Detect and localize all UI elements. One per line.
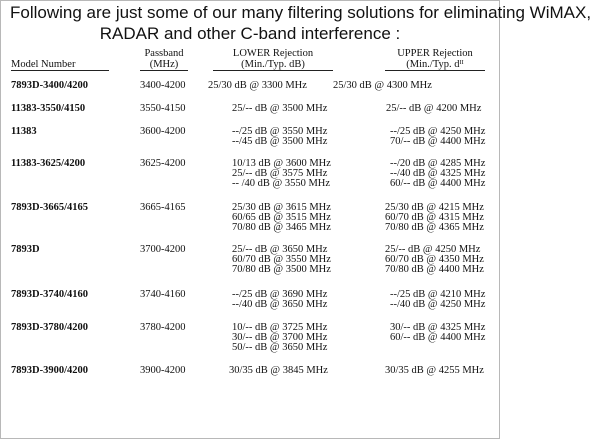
upper-rejection-cell [386,104,481,114]
lower-rejection-line: -- /40 dB @ 3550 MHz [232,178,331,190]
header-passband-underline [140,70,188,71]
passband-value: 3665-4165 [140,202,186,213]
lower-rejection-line: 60/70 dB @ 3550 MHz [232,254,331,266]
lower-rejection-cell [232,245,331,276]
header-passband-line-1: Passband [144,48,184,59]
lower-rejection-line: 25/30 dB @ 3300 MHz [208,80,307,91]
upper-rejection-line: 60/-- dB @ 4400 MHz [390,178,486,190]
title-line-2: RADAR and other C-band interference : [99,24,401,43]
lower-rejection-cell [208,81,307,91]
model-number: 7893D-3740/4160 [11,289,88,300]
model-number: 7893D-3665/4165 [11,202,88,213]
page-title [10,2,591,44]
upper-rejection-cell [385,245,484,276]
upper-rejection-cell [385,203,484,234]
passband-value: 3780-4200 [140,322,186,333]
lower-rejection-line: 25/30 dB @ 3615 MHz [232,202,331,213]
upper-rejection-line: 30/35 dB @ 4255 MHz [385,365,484,376]
header-passband [140,48,188,70]
upper-rejection-line: 60/70 dB @ 4315 MHz [385,212,484,224]
upper-rejection-line: 70/-- dB @ 4400 MHz [390,136,486,148]
passband-value: 3550-4150 [140,103,186,114]
model-number: 7893D-3900/4200 [11,365,88,376]
upper-rejection-line: --/25 dB @ 4250 MHz [390,126,486,137]
passband-value: 3700-4200 [140,244,186,255]
lower-rejection-line: --/25 dB @ 3690 MHz [232,289,328,300]
upper-rejection-line: 70/80 dB @ 4400 MHz [385,264,484,276]
lower-rejection-line: 60/65 dB @ 3515 MHz [232,212,331,224]
lower-rejection-line: 30/-- dB @ 3700 MHz [232,332,328,344]
header-upper-rejection [385,48,485,70]
lower-rejection-line: 25/-- dB @ 3650 MHz [232,244,328,255]
passband-value: 3400-4200 [140,80,186,91]
header-upper-underline [385,70,485,71]
lower-rejection-line: 50/-- dB @ 3650 MHz [232,342,328,354]
upper-rejection-line: --/25 dB @ 4210 MHz [390,289,486,300]
lower-rejection-cell [229,366,328,376]
upper-rejection-line: 25/-- dB @ 4200 MHz [386,103,482,114]
lower-rejection-cell [232,127,327,147]
header-model-underline [11,70,109,71]
lower-rejection-line: --/40 dB @ 3650 MHz [232,299,328,311]
upper-rejection-line: 25/-- dB @ 4250 MHz [385,244,481,255]
lower-rejection-line: --/45 dB @ 3500 MHz [232,136,328,148]
upper-rejection-line: 70/80 dB @ 4365 MHz [385,222,484,234]
header-upper-line-2: (Min./Typ. dᴵᴵ [406,59,464,70]
lower-rejection-line: 25/-- dB @ 3500 MHz [232,103,328,114]
header-passband-line-2: (MHz) [149,59,179,70]
upper-rejection-cell [390,323,485,343]
model-number: 11383-3625/4200 [11,158,86,169]
upper-rejection-line: 60/-- dB @ 4400 MHz [390,332,486,344]
lower-rejection-line: 30/35 dB @ 3845 MHz [229,365,328,376]
upper-rejection-line: 30/-- dB @ 4325 MHz [390,322,486,333]
upper-rejection-line: 25/30 dB @ 4215 MHz [385,202,484,213]
lower-rejection-cell [232,290,327,310]
model-number: 7893D-3400/4200 [11,80,88,91]
upper-rejection-line: --/40 dB @ 4325 MHz [390,168,486,180]
header-lower-underline [213,70,333,71]
lower-rejection-cell [232,159,331,190]
lower-rejection-line: 25/-- dB @ 3575 MHz [232,168,328,180]
model-number: 11383-3550/4150 [11,103,86,114]
passband-value: 3740-4160 [140,289,186,300]
upper-rejection-line: 25/30 dB @ 4300 MHz [333,80,432,91]
passband-value: 3900-4200 [140,365,186,376]
header-lower-line-1: LOWER Rejection [232,48,314,59]
title-line-1: Following are just some of our many filtering solutions for eliminating WiMAX, [10,3,591,22]
upper-rejection-cell [385,366,484,376]
lower-rejection-cell [232,104,327,114]
passband-value: 3625-4200 [140,158,186,169]
upper-rejection-line: 60/70 dB @ 4350 MHz [385,254,484,266]
lower-rejection-line: 70/80 dB @ 3465 MHz [232,222,331,234]
lower-rejection-cell [232,203,331,234]
passband-value: 3600-4200 [140,126,186,137]
upper-rejection-cell [390,290,485,310]
model-number: 7893D [11,244,40,255]
upper-rejection-line: --/20 dB @ 4285 MHz [390,158,486,169]
upper-rejection-cell [333,81,432,91]
lower-rejection-line: 70/80 dB @ 3500 MHz [232,264,331,276]
lower-rejection-cell [232,323,327,354]
lower-rejection-line: 10/13 dB @ 3600 MHz [232,158,331,169]
upper-rejection-cell [390,127,485,147]
upper-rejection-line: --/40 dB @ 4250 MHz [390,299,486,311]
header-model-number: Model Number [11,59,76,70]
model-number: 11383 [11,126,37,137]
lower-rejection-line: --/25 dB @ 3550 MHz [232,126,328,137]
lower-rejection-line: 10/-- dB @ 3725 MHz [232,322,328,333]
model-number: 7893D-3780/4200 [11,322,88,333]
upper-rejection-cell [390,159,485,190]
header-lower-line-2: (Min./Typ. dB) [241,59,305,70]
header-lower-rejection [213,48,333,70]
header-upper-line-1: UPPER Rejection [397,48,473,59]
